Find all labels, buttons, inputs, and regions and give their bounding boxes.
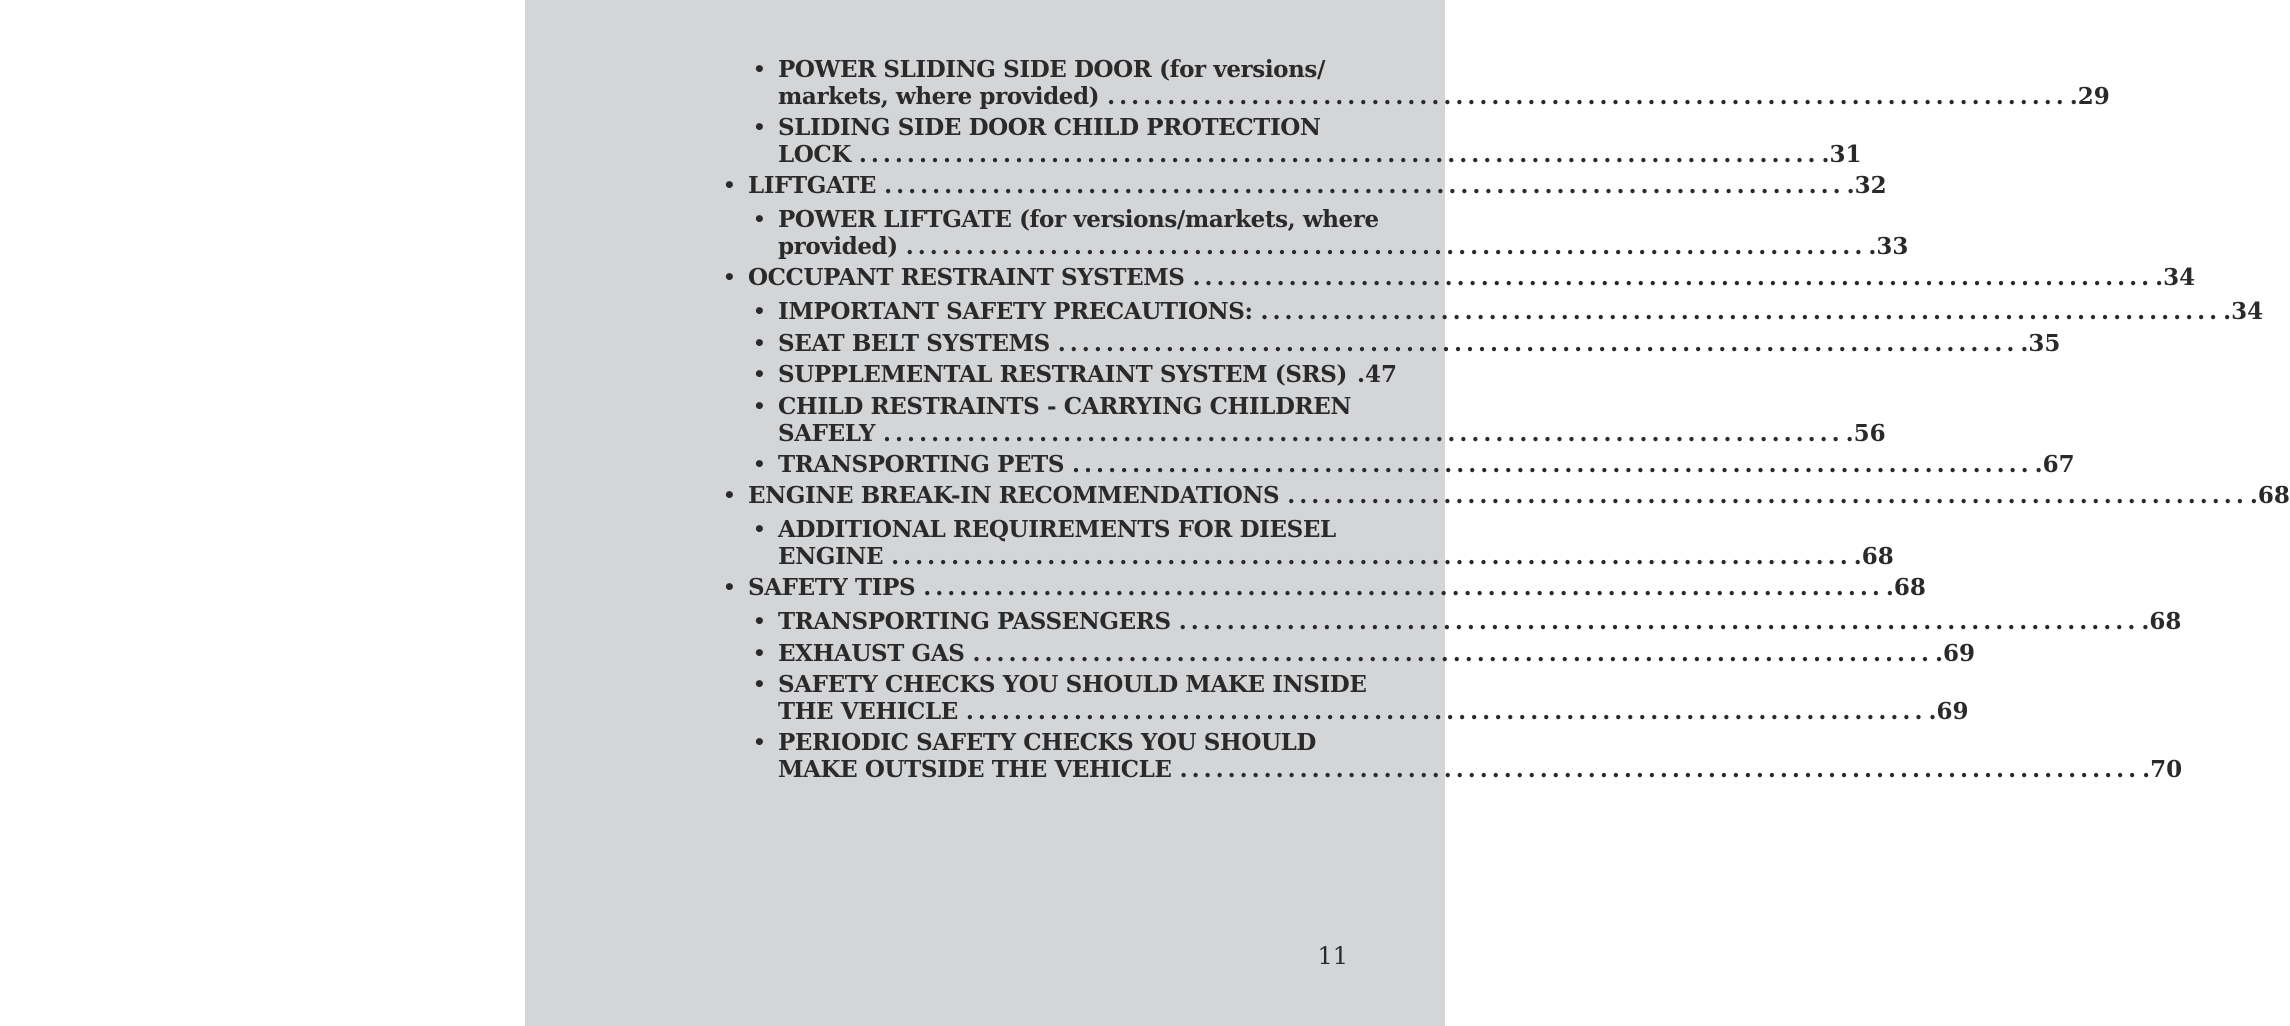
toc-page-ref[interactable]: .33 <box>1868 233 1909 260</box>
toc-entry-line: TRANSPORTING PASSENGERS <box>778 608 1171 635</box>
manual-page <box>525 0 2290 1026</box>
toc-entry-text <box>748 482 2290 509</box>
bullet-icon: • <box>753 57 766 81</box>
toc-page-ref[interactable]: .56 <box>1845 420 1886 447</box>
toc-entry-line: PERIODIC SAFETY CHECKS YOU SHOULD <box>778 729 1316 756</box>
bullet-icon: • <box>753 641 766 665</box>
toc-entry[interactable] <box>753 361 1397 388</box>
toc-page-ref[interactable]: .31 <box>1821 141 1862 168</box>
bullet-icon: • <box>753 672 766 696</box>
toc-entry-last-line <box>748 172 1887 199</box>
bullet-icon: • <box>723 575 736 599</box>
toc-page-ref[interactable]: .34 <box>2155 264 2196 291</box>
toc-entry[interactable] <box>753 298 2264 325</box>
toc-entry-text <box>778 729 2183 783</box>
dot-leader: ................................................................................ <box>1178 608 2140 635</box>
toc-page-ref[interactable]: .69 <box>1928 698 1969 725</box>
bullet-icon: • <box>753 331 766 355</box>
toc-entry-last-line <box>778 451 2075 478</box>
toc-entry-text <box>778 361 1397 388</box>
dot-leader: ................................................................................ <box>891 543 1852 570</box>
toc-entry-text <box>778 298 2264 325</box>
toc-page-ref[interactable]: .47 <box>1356 361 1397 388</box>
toc-entry-last-line <box>778 361 1397 388</box>
toc-entry-line: ENGINE BREAK-IN RECOMMENDATIONS <box>748 482 1280 509</box>
toc-entry[interactable] <box>753 729 2183 783</box>
toc-entry-line: SEAT BELT SYSTEMS <box>778 330 1050 357</box>
toc-entry-text <box>778 114 1862 168</box>
toc-entry-last-line <box>748 574 1926 601</box>
toc-entry[interactable] <box>753 56 2110 110</box>
dot-leader: ................................................................................ <box>883 420 1844 447</box>
toc-entry[interactable] <box>723 264 2196 291</box>
toc-entry-line: markets, where provided) <box>778 83 1100 110</box>
toc-entry-line: MAKE OUTSIDE THE VEHICLE <box>778 756 1172 783</box>
toc-entry-last-line <box>778 233 1909 260</box>
bullet-icon: • <box>753 299 766 323</box>
toc-entry-last-line <box>778 640 1976 667</box>
toc-entry[interactable] <box>753 330 2061 357</box>
bullet-icon: • <box>753 517 766 541</box>
dot-leader: ................................................................................ <box>884 172 1845 199</box>
dot-leader: ................................................................................ <box>965 698 1927 725</box>
toc-entry-line: OCCUPANT RESTRAINT SYSTEMS <box>748 264 1185 291</box>
toc-entry[interactable] <box>753 671 1969 725</box>
toc-entry[interactable] <box>723 574 1926 601</box>
toc-entry-line: SUPPLEMENTAL RESTRAINT SYSTEM (SRS) <box>778 361 1347 388</box>
dot-leader: ................................................................................ <box>1179 756 2141 783</box>
toc-entry-text <box>778 671 1969 725</box>
toc-entry-last-line <box>778 608 2182 635</box>
toc-entry-text <box>778 516 1894 570</box>
dot-leader: ................................................................................ <box>905 233 1867 260</box>
toc-entry[interactable] <box>753 640 1976 667</box>
toc-page-ref[interactable]: .32 <box>1846 172 1887 199</box>
toc-page-ref[interactable]: .29 <box>2069 83 2110 110</box>
toc-entry-text <box>748 574 1926 601</box>
toc-entry-text <box>778 451 2075 478</box>
toc-entry-text <box>778 393 1886 447</box>
bullet-icon: • <box>723 265 736 289</box>
bullet-icon: • <box>753 115 766 139</box>
dot-leader: ................................................................................ <box>923 574 1884 601</box>
toc-entry-last-line <box>748 482 2290 509</box>
toc-entry-last-line <box>778 141 1862 168</box>
dot-leader: ................................................................................ <box>1192 264 2154 291</box>
toc-entry-last-line <box>778 420 1886 447</box>
toc-entry-line: LIFTGATE <box>748 172 877 199</box>
toc-entry-last-line <box>778 83 2110 110</box>
dot-leader: ................................................................................ <box>1107 83 2068 110</box>
toc-entry-last-line <box>778 698 1969 725</box>
toc-entry-line: SLIDING SIDE DOOR CHILD PROTECTION <box>778 114 1321 141</box>
toc-page-ref[interactable]: .68 <box>1853 543 1894 570</box>
toc-page-ref[interactable]: .67 <box>2034 451 2075 478</box>
toc-entry[interactable] <box>753 206 1909 260</box>
toc-entry-text <box>778 640 1976 667</box>
toc-entry[interactable] <box>753 516 1894 570</box>
bullet-icon: • <box>753 362 766 386</box>
toc-entry-line: TRANSPORTING PETS <box>778 451 1065 478</box>
toc-entry-line: EXHAUST GAS <box>778 640 965 667</box>
toc-entry[interactable] <box>753 393 1886 447</box>
toc-entry-text <box>778 330 2061 357</box>
toc-page-ref[interactable]: .35 <box>2020 330 2061 357</box>
toc-entry-line: SAFELY <box>778 420 876 447</box>
toc-entry-line: SAFETY TIPS <box>748 574 916 601</box>
toc-entry-text <box>748 172 1887 199</box>
toc-entry-last-line <box>778 298 2264 325</box>
toc-entry-last-line <box>778 330 2061 357</box>
toc-entry-line: POWER LIFTGATE (for versions/markets, where <box>778 206 1379 233</box>
bullet-icon: • <box>753 207 766 231</box>
toc-page-ref[interactable]: .68 <box>1885 574 1926 601</box>
toc-entry-line: LOCK <box>778 141 851 168</box>
toc-page-ref[interactable]: .68 <box>2141 608 2182 635</box>
toc-page-ref[interactable]: .68 <box>2249 482 2290 509</box>
bullet-icon: • <box>753 452 766 476</box>
bullet-icon: • <box>723 483 736 507</box>
blank-left-page <box>0 0 525 1026</box>
toc-entry-last-line <box>778 543 1894 570</box>
dot-leader: ................................................................................ <box>1287 482 2248 509</box>
toc-entry-line: CHILD RESTRAINTS - CARRYING CHILDREN <box>778 393 1352 420</box>
page-number: 11 <box>1317 942 1348 970</box>
toc-entry[interactable] <box>723 482 2290 509</box>
toc-entry-text <box>778 206 1909 260</box>
toc-entry-line: ENGINE <box>778 543 884 570</box>
toc-entry-last-line <box>748 264 2196 291</box>
dot-leader: ................................................................................ <box>1260 298 2222 325</box>
toc-entry[interactable] <box>753 451 2075 478</box>
dot-leader: ................................................................................ <box>972 640 1934 667</box>
bullet-icon: • <box>753 730 766 754</box>
toc-entry-text <box>748 264 2196 291</box>
toc-entry[interactable] <box>753 114 1862 168</box>
toc-page-ref[interactable]: .34 <box>2223 298 2264 325</box>
toc-entry-text <box>778 608 2182 635</box>
toc-entry-line: SAFETY CHECKS YOU SHOULD MAKE INSIDE <box>778 671 1367 698</box>
table-of-contents <box>525 0 2290 1026</box>
toc-page-ref[interactable]: .70 <box>2142 756 2183 783</box>
dot-leader: ................................................................................ <box>1072 451 2033 478</box>
toc-entry-line: provided) <box>778 233 898 260</box>
dot-leader: ................................................................................ <box>1057 330 2019 357</box>
toc-entry-line: POWER SLIDING SIDE DOOR (for versions/ <box>778 56 1325 83</box>
toc-entry-last-line <box>778 756 2183 783</box>
bullet-icon: • <box>723 173 736 197</box>
dot-leader: ................................................................................ <box>858 141 1820 168</box>
toc-entry-text <box>778 56 2110 110</box>
bullet-icon: • <box>753 609 766 633</box>
toc-entry-line: ADDITIONAL REQUIREMENTS FOR DIESEL <box>778 516 1336 543</box>
toc-entry-line: THE VEHICLE <box>778 698 958 725</box>
bullet-icon: • <box>753 394 766 418</box>
toc-entry-line: IMPORTANT SAFETY PRECAUTIONS: <box>778 298 1253 325</box>
toc-page-ref[interactable]: .69 <box>1935 640 1976 667</box>
toc-entry[interactable] <box>753 608 2182 635</box>
toc-entry[interactable] <box>723 172 1887 199</box>
